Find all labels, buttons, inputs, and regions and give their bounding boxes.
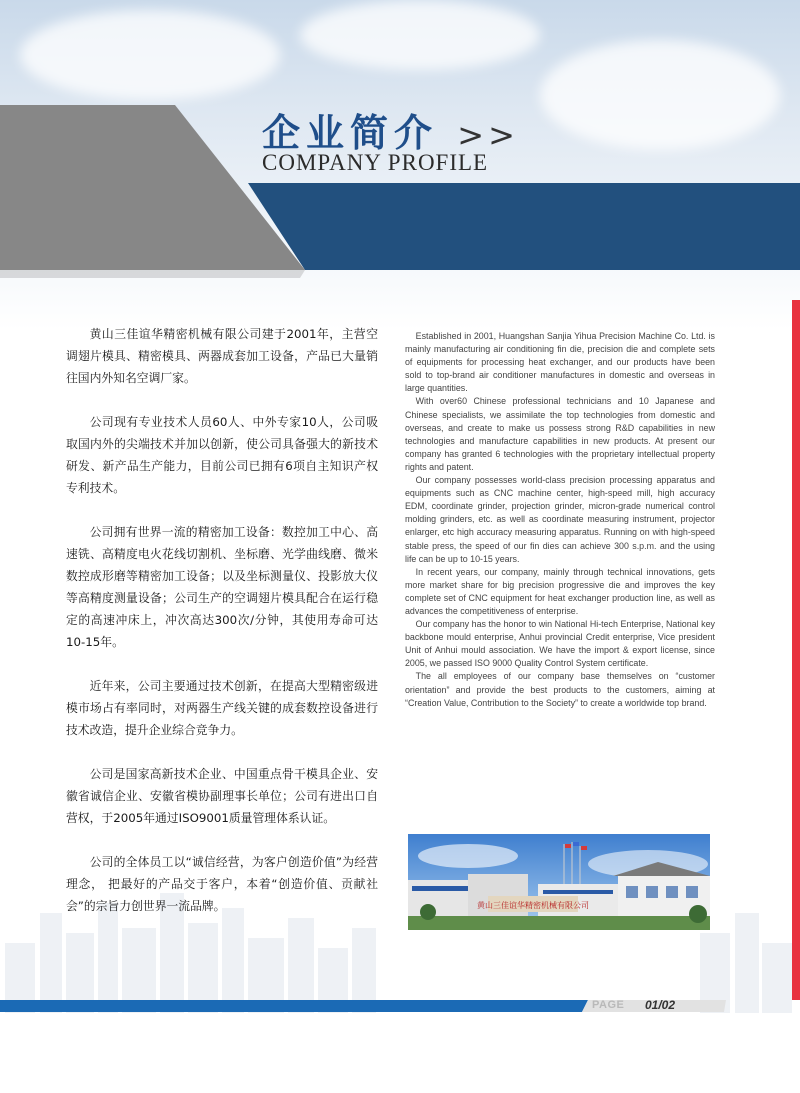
- footer-bar: [0, 998, 800, 1014]
- factory-photo: [408, 834, 710, 930]
- cn-paragraph-1: 黄山三佳谊华精密机械有限公司建于2001年，主营空调翅片模具、精密模具、两器成套加工设备，产品已大量销往国内外知名空调厂家。: [66, 327, 378, 385]
- factory-sign: 黄山三佳谊华精密机械有限公司: [477, 901, 589, 910]
- cn-paragraph-5: 公司是国家高新技术企业、中国重点骨干模具企业、安徽省诚信企业、安徽省模协副理事长单位；公司有进出口自营权，于2005年通过ISO9001质量管理体系认证。: [66, 767, 378, 825]
- page-title-chinese: 企业简介: [262, 111, 439, 155]
- en-paragraph-5: Our company has the honor to win National Hi-tech Enterprise, National key backbone mould enterprise, Anhui provincial Credit enterprise, Vice president Unit of Anhui mould association. We have the import & export license, since 2005, we passed ISO 9000 Quality Control System certificate.: [405, 619, 715, 669]
- cn-paragraph-2: 公司现有专业技术人员60人、中外专家10人，公司吸取国内外的尖端技术并加以创新，使公司具备强大的新技术研发、新产品生产能力，目前公司已拥有6项自主知识产权专利技术。: [66, 415, 378, 495]
- en-paragraph-6: The all employees of our company base themselves on “customer orientation” and provide the best products to the customers, aiming at “Creation Value, Contribution to the Society” to create a worldwide top brand.: [405, 671, 715, 708]
- page-number: 01/02: [645, 998, 676, 1012]
- english-intro-column: [405, 330, 715, 710]
- chinese-intro-column: [66, 323, 378, 939]
- page-label: PAGE: [592, 999, 625, 1011]
- page-subtitle: COMPANY PROFILE: [262, 150, 489, 175]
- cn-paragraph-4: 近年来，公司主要通过技术创新，在提高大型精密级进模市场占有率同时，对两器生产线关键的成套数控设备进行技术改造，提升企业综合竞争力。: [66, 679, 378, 737]
- header-shadow: [0, 270, 305, 278]
- en-paragraph-2: With over60 Chinese professional technicians and 10 Japanese and Chinese specialists, we assimilate the top technologies from domestic and overseas, and create to make us possess strong R&D capabilities in new technologies and manufacture capabilities in new products. At present our company has granted 6 technologies with the proprietary intellectual property rights and patent.: [405, 396, 715, 472]
- en-paragraph-3: Our company possesses world-class precision processing apparatus and equipments such as CNC machine center, high-speed mill, high accuracy EDM, coordinate grinder, projection grinder, micron-grade numerical control molding grinders, etc. as well as coordinate measuring instrument, projector enlarger, etc high accuracy measuring apparatus. Running on with high-speed stable press, the speed of our fin dies can achieve 300 s.p.m. and the using life can be up to 10-15 years.: [405, 475, 715, 564]
- navy-header-band: [248, 183, 800, 270]
- page-title: [262, 102, 519, 157]
- cn-paragraph-3: 公司拥有世界一流的精密加工设备：数控加工中心、高速铣、高精度电火花线切割机、坐标磨、光学曲线磨、微米数控成形磨等精密加工设备；以及坐标测量仪、投影放大仪等高精度测量设备；公司生产的空调翅片模具配合在运行稳定的高速冲床上，冲次高达300次/分钟，其使用寿命可达10-15年。: [66, 525, 378, 649]
- en-paragraph-1: Established in 2001, Huangshan Sanjia Yihua Precision Machine Co. Ltd. is mainly manufacturing air conditioning fin die, precision die and complete sets of equipments for processing heat exchanger, and our products have been sold to top-brand air conditioner manufactures in domestic and overseas in large quantities.: [405, 331, 715, 394]
- cn-paragraph-6: 公司的全体员工以“诚信经营，为客户创造价值”为经营理念， 把最好的产品交于客户，本着“创造价值、贡献社会”的宗旨力创世界一流品牌。: [66, 855, 378, 913]
- en-paragraph-4: In recent years, our company, mainly through technical innovations, gets more market share for big precision progressive die and improves the key complete set of CNC equipment for heat exchanger production line, as well as advances the competitiveness of enterprise.: [405, 566, 715, 616]
- title-arrows: >>: [457, 116, 519, 154]
